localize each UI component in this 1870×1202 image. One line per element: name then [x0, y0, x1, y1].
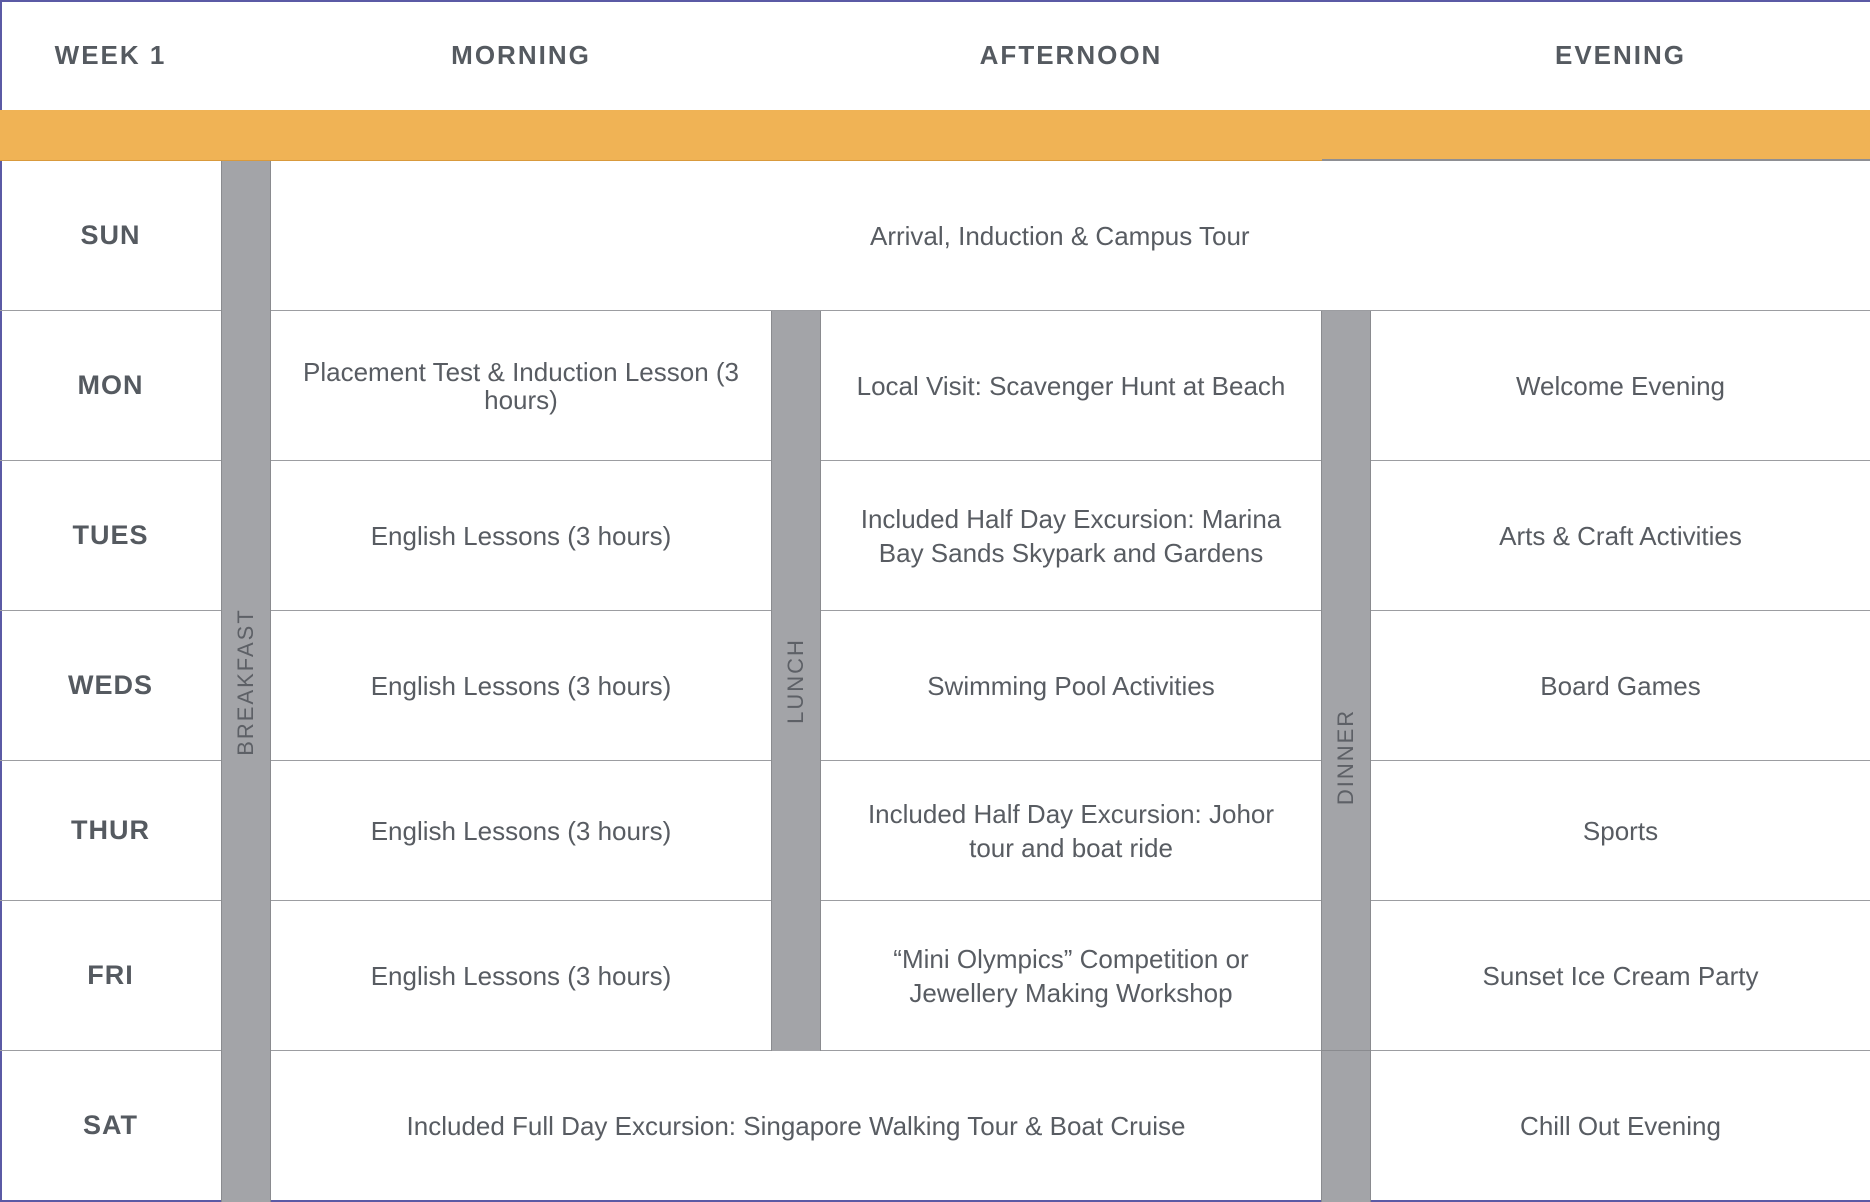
- tues-morning-cell: English Lessons (3 hours): [370, 521, 672, 551]
- thur-afternoon-cell: Included Half Day Excursion: Johor tour and boat ride: [867, 799, 1275, 863]
- week-header: WEEK 1: [54, 39, 167, 70]
- day-label-sat: SAT: [83, 1110, 138, 1140]
- day-label-mon: MON: [0, 311, 221, 461]
- fri-afternoon-cell: “Mini Olympics” Competition or Jewellery Making Workshop: [893, 944, 1249, 1008]
- mon-morning-cell: Placement Test & Induction Lesson (3 hours): [303, 357, 739, 415]
- dinner-bar: [1321, 311, 1371, 1202]
- weds-morning-cell: English Lessons (3 hours): [370, 671, 672, 701]
- afternoon-header: AFTERNOON: [979, 39, 1163, 70]
- day-label-tues: TUES: [0, 461, 221, 611]
- tues-evening-cell: Arts & Craft Activities: [1499, 521, 1742, 551]
- fri-morning-cell: English Lessons (3 hours): [370, 961, 672, 991]
- lunch-bar: [771, 311, 821, 1051]
- tues-afternoon-cell: Included Half Day Excursion: Marina Bay Sands Skypark and Gardens: [860, 504, 1282, 568]
- weds-afternoon-cell: Swimming Pool Activities: [927, 671, 1215, 701]
- breakfast-bar: [221, 161, 271, 1202]
- weds-evening-cell: Board Games: [1540, 671, 1701, 701]
- evening-header: EVENING: [1554, 39, 1687, 70]
- thur-morning-cell: English Lessons (3 hours): [370, 816, 672, 846]
- sun-all-day-cell: Arrival, Induction & Campus Tour: [870, 221, 1250, 251]
- dinner-bar-mark: [1321, 1050, 1371, 1051]
- breakfast-label: BREAKFAST: [233, 607, 258, 756]
- morning-header: MORNING: [451, 39, 591, 70]
- mon-afternoon-cell: Local Visit: Scavenger Hunt at Beach: [856, 371, 1286, 401]
- header-accent-band: [0, 110, 1870, 161]
- fri-evening-cell: Sunset Ice Cream Party: [1482, 961, 1759, 991]
- day-label-sun: SUN: [0, 161, 221, 311]
- day-label-weds: WEDS: [0, 611, 221, 761]
- sat-evening-cell: Chill Out Evening: [1520, 1110, 1721, 1141]
- day-label-fri: FRI: [0, 901, 221, 1051]
- dinner-label: DINNER: [1333, 708, 1358, 805]
- day-label-thur: THUR: [0, 761, 221, 901]
- lunch-label: LUNCH: [783, 638, 808, 724]
- thur-evening-cell: Sports: [1582, 816, 1659, 846]
- mon-evening-cell: Welcome Evening: [1515, 371, 1726, 401]
- sat-full-day-cell: Included Full Day Excursion: Singapore Walking Tour & Boat Cruise: [406, 1110, 1186, 1141]
